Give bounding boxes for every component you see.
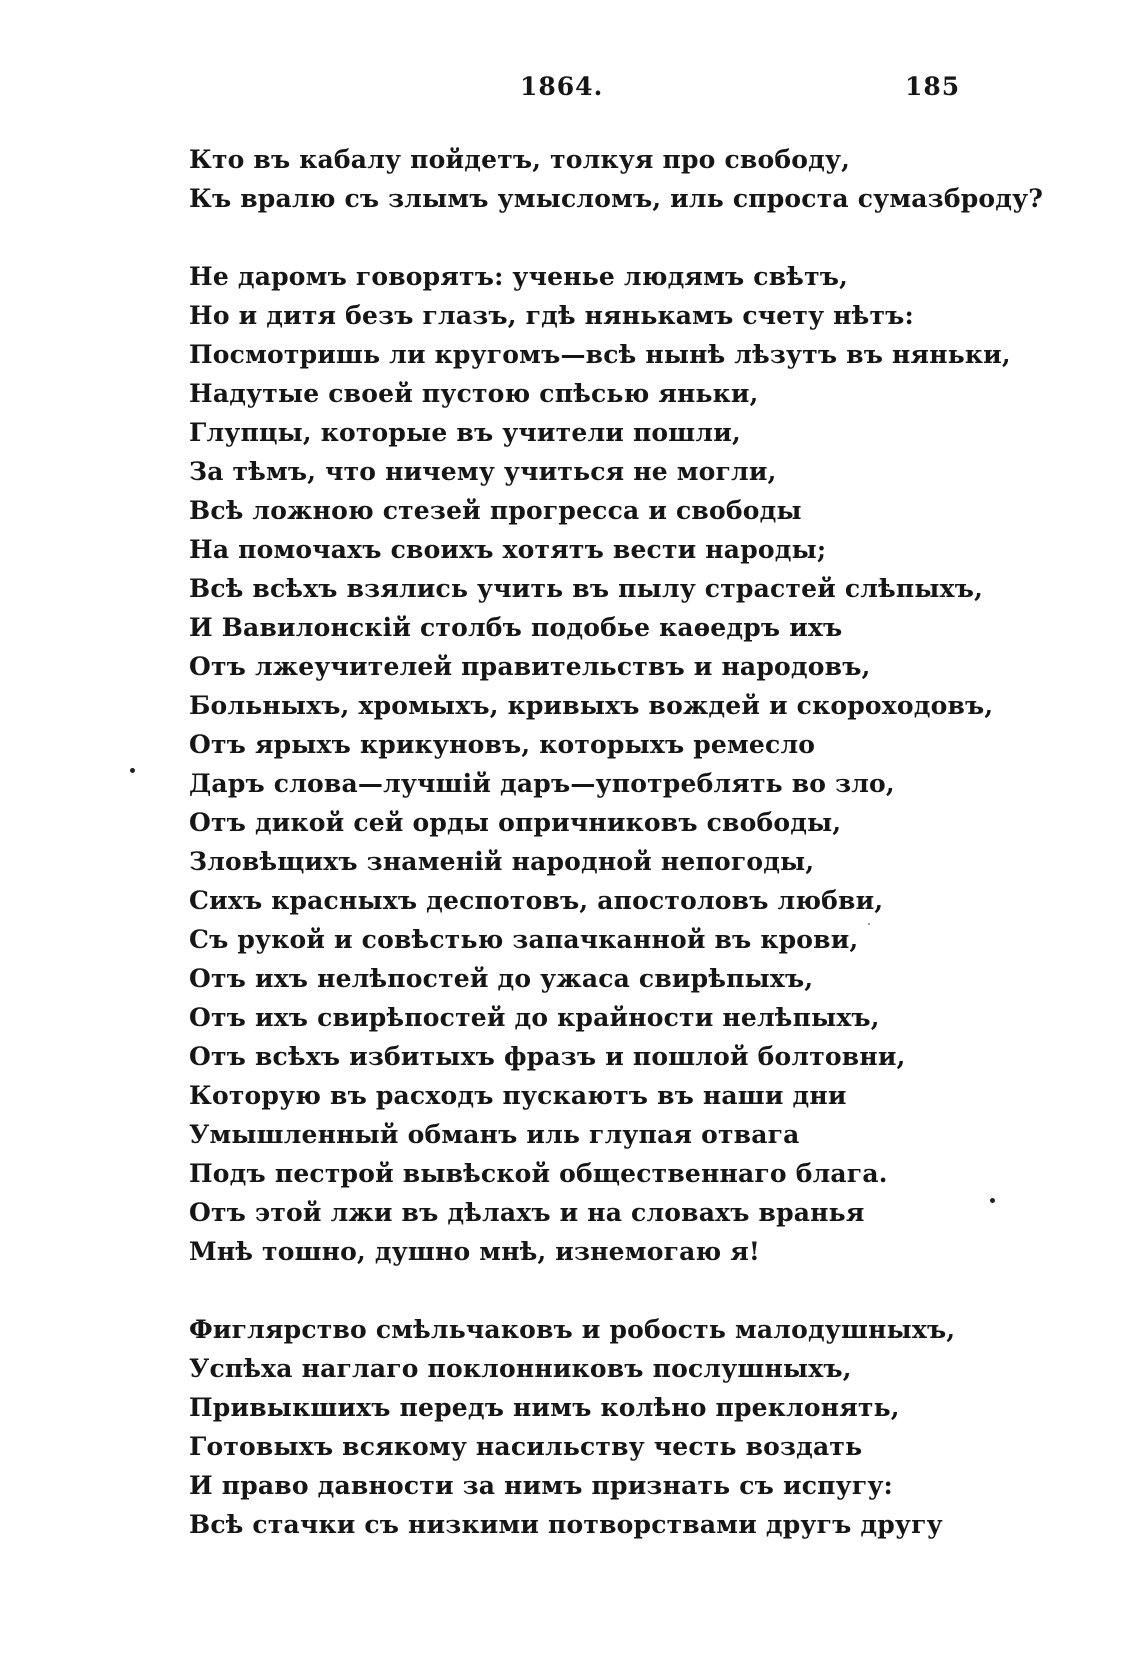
poem-line: Больныхъ, хромыхъ, кривыхъ вождей и скороходовъ, bbox=[189, 691, 994, 720]
poem-line: И Вавилонскій столбъ подобье каѳедръ ихъ bbox=[189, 613, 843, 642]
ink-speck bbox=[990, 1198, 995, 1203]
poem-line: Отъ ихъ свирѣпостей до крайности нелѣпыхъ, bbox=[189, 1003, 880, 1032]
poem-line: Отъ ярыхъ крикуновъ, которыхъ ремесло bbox=[189, 730, 816, 759]
poem-line: Съ рукой и совѣстью запачканной въ крови, bbox=[189, 925, 859, 954]
poem-line: Подъ пестрой вывѣской общественнаго блага. bbox=[189, 1159, 888, 1188]
poem-line: Всѣ ложною стезей прогресса и свободы bbox=[189, 496, 802, 525]
poem-line: Привыкшихъ передъ нимъ колѣно преклонять, bbox=[189, 1393, 900, 1422]
poem-line: Умышленный обманъ иль глупая отвага bbox=[189, 1120, 800, 1149]
ink-speck bbox=[130, 768, 135, 773]
stanza-2 bbox=[189, 257, 1019, 1271]
poem-line: Отъ этой лжи въ дѣлахъ и на словахъ вранья bbox=[189, 1198, 865, 1227]
poem-line: Къ вралю съ злымъ умысломъ, иль спроста сумазброду? bbox=[189, 184, 1044, 213]
poem-line: Отъ ихъ нелѣпостей до ужаса свирѣпыхъ, bbox=[189, 964, 814, 993]
poem-line: Которую въ расходъ пускаютъ въ наши дни bbox=[189, 1081, 847, 1110]
ink-speck bbox=[868, 923, 870, 925]
poem-line: Глупцы, которые въ учители пошли, bbox=[189, 418, 741, 447]
poem-line: Посмотришь ли кругомъ—всѣ нынѣ лѣзутъ въ няньки, bbox=[189, 340, 1011, 369]
poem-line: Мнѣ тошно, душно мнѣ, изнемогаю я! bbox=[189, 1237, 761, 1266]
poem-text bbox=[189, 140, 1044, 1583]
poem-line: Всѣ всѣхъ взялись учить въ пылу страстей слѣпыхъ, bbox=[189, 574, 984, 603]
poem-line: Отъ дикой сей орды опричниковъ свободы, bbox=[189, 808, 842, 837]
poem-line: И право давности за нимъ признать съ испугу: bbox=[189, 1471, 893, 1500]
year-heading: 1864. bbox=[520, 72, 604, 101]
poem-line: Не даромъ говорятъ: ученье людямъ свѣтъ, bbox=[189, 262, 849, 291]
poem-line: Готовыхъ всякому насильству честь воздать bbox=[189, 1432, 863, 1461]
poem-line: За тѣмъ, что ничему учиться не могли, bbox=[189, 457, 777, 486]
poem-line: Фиглярство смѣльчаковъ и робость малодушныхъ, bbox=[189, 1315, 956, 1344]
poem-line: Но и дитя безъ глазъ, гдѣ нянькамъ счету нѣтъ: bbox=[189, 301, 914, 330]
stanza-3 bbox=[189, 1310, 1019, 1544]
poem-line: Успѣха наглаго поклонниковъ послушныхъ, bbox=[189, 1354, 852, 1383]
stanza-1 bbox=[189, 140, 1044, 218]
poem-line: На помочахъ своихъ хотятъ вести народы; bbox=[189, 535, 827, 564]
page-number: 185 bbox=[905, 72, 961, 101]
poem-line: Отъ всѣхъ избитыхъ фразъ и пошлой болтовни, bbox=[189, 1042, 906, 1071]
poem-line: Всѣ стачки съ низкими потворствами другъ другу bbox=[189, 1510, 943, 1539]
poem-line: Отъ лжеучителей правительствъ и народовъ, bbox=[189, 652, 871, 681]
poem-line: Кто въ кабалу пойдетъ, толкуя про свободу, bbox=[189, 145, 851, 174]
poem-line: Зловѣщихъ знаменій народной непогоды, bbox=[189, 847, 815, 876]
poem-line: Сихъ красныхъ деспотовъ, апостоловъ любви, bbox=[189, 886, 884, 915]
running-head bbox=[0, 72, 1140, 108]
poem-line: Даръ слова—лучшій даръ—употреблять во зло, bbox=[189, 769, 895, 798]
poem-line: Надутые своей пустою спѣсью яньки, bbox=[189, 379, 759, 408]
